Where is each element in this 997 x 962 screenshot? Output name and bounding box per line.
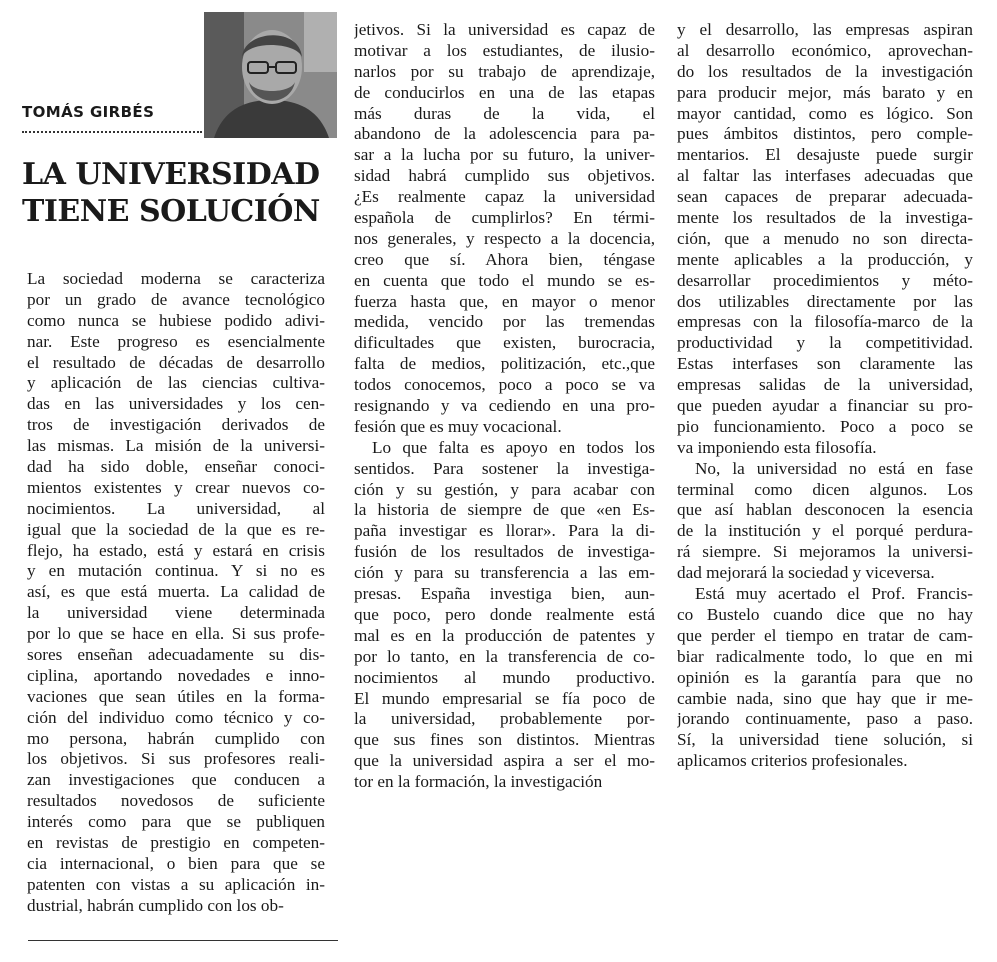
text-line: al desarrollo económico, aprovechan-: [677, 40, 973, 60]
text-line: paña investigar es llorar». Para la di-: [354, 521, 655, 541]
text-line: ción, que a menudo no son directa-: [677, 228, 973, 248]
text-line: por lo tanto, en la transferencia de co-: [354, 646, 655, 666]
text-line: dustrial, habrán cumplido con los ob-: [27, 895, 284, 915]
text-line: vaciones que sean útiles en la forma-: [27, 686, 325, 706]
text-line: do los resultados de la investigación: [677, 61, 973, 81]
headline-line: TIENE SOLUCIÓN: [22, 194, 320, 229]
text-line: abandono de la adolescencia para pa-: [354, 124, 655, 144]
text-line: fusión de los resultados de investiga-: [354, 542, 655, 562]
text-line: empresas salidas de la universidad,: [677, 375, 973, 395]
text-line: ción y su gestión, y para acabar con: [354, 479, 655, 499]
headline-line: LA UNIVERSIDAD: [22, 157, 320, 192]
text-line: mente los resultados de la investiga-: [677, 208, 973, 228]
text-line: en cuenta que todo el mundo se es-: [354, 270, 655, 290]
text-line: co Bustelo cuando dice que no hay: [677, 604, 973, 624]
text-line: jetivos. Si la universidad es capaz de: [354, 20, 655, 39]
text-line: resultados novedosos de suficiente: [27, 791, 325, 811]
text-line: sores enseñan adecuadamente su dis-: [27, 645, 325, 665]
text-line: productividad y la competitividad.: [677, 333, 973, 353]
text-line: fuerza hasta que, en mayor o menor: [354, 291, 655, 311]
text-line: cia internacional, o bien para que se: [27, 853, 325, 873]
text-line: mayor cantidad, como es lógico. Son: [677, 103, 973, 123]
text-line: Está muy acertado el Prof. Francis-: [695, 584, 973, 604]
text-line: ¿Es realmente capaz la universidad: [354, 187, 655, 207]
text-line: que poco, pero donde realmente está: [354, 604, 655, 624]
text-line: más duras de la vida, el: [354, 103, 655, 123]
text-line: va imponiendo esta filosofía.: [677, 437, 877, 457]
text-line: por lo que se hace en ella. Si sus profe-: [27, 624, 325, 644]
text-line: tros de investigación derivados de: [27, 415, 325, 435]
text-line: El mundo empresarial se fía poco de: [354, 688, 655, 708]
text-line: fesión que es muy vocacional.: [354, 416, 562, 436]
text-line: la historia de siempre de que «en Es-: [354, 500, 655, 520]
text-line: que perder el tiempo en tratar de cam-: [677, 625, 973, 645]
text-line: como nunca se hubiese podido adivi-: [27, 310, 325, 330]
text-line: aplicamos criterios profesionales.: [677, 751, 908, 771]
text-line: que la universidad aspira a ser el mo-: [354, 751, 655, 771]
text-line: así, es que está muerta. La calidad de: [27, 582, 325, 602]
text-line: todos conocemos, poco a poco se va: [354, 375, 655, 395]
article-column-1: [27, 269, 325, 917]
text-line: dad mejorará la sociedad y viceversa.: [677, 563, 935, 583]
text-line: la universidad, probablemente por-: [354, 709, 655, 729]
text-line: falta de medios, politización, etc.,que: [354, 354, 655, 374]
text-line: das en las universidades y los cen-: [27, 394, 325, 414]
text-line: narlos por su trabajo de aprendizaje,: [354, 61, 655, 81]
text-line: de la institución y el porqué perdura-: [677, 521, 973, 541]
text-line: y aplicación de las ciencias cultiva-: [27, 373, 325, 393]
text-line: sidad habrá cumplido sus objetivos.: [354, 166, 655, 186]
text-line: Lo que falta es apoyo en todos los: [372, 437, 655, 457]
text-line: sentidos. Para sostener la investiga-: [354, 458, 655, 478]
text-line: sar a la lucha por su futuro, la univer-: [354, 145, 655, 165]
text-line: zan investigaciones que conducen a: [27, 770, 325, 790]
text-line: en revistas de prestigio en competen-: [27, 833, 325, 853]
text-line: empresas con la filosofía-marco de la: [677, 312, 973, 332]
text-line: nocimientos al mundo productivo.: [354, 667, 655, 687]
text-line: y en mutación continua. Y si no es: [27, 561, 325, 581]
text-line: el resultado de décadas de desarrollo: [27, 352, 325, 372]
text-line: española de cumplirlos? En térmi-: [354, 208, 655, 228]
author-portrait-image: [204, 12, 337, 138]
text-line: nar. Este progreso es esencialmente: [27, 331, 325, 351]
text-line: Sí, la universidad tiene solución, si: [677, 730, 973, 750]
text-line: mientos existentes y crear nuevos co-: [27, 477, 325, 497]
text-line: motivar a los estudiantes, de ilusio-: [354, 40, 655, 60]
article-headline: [22, 156, 342, 230]
text-line: medida, vencido por las tremendas: [354, 312, 655, 332]
bottom-rule: [28, 940, 338, 941]
text-line: interés como para que se publiquen: [27, 812, 325, 832]
text-line: que sus fines son distintos. Mientras: [354, 730, 655, 750]
text-line: mo persona, habrán cumplido con: [27, 728, 325, 748]
text-line: patenten con vistas a su aplicación in-: [27, 874, 325, 894]
text-line: las mismas. La misión de la universi-: [27, 436, 325, 456]
text-line: igual que la sociedad de la que es re-: [27, 519, 325, 539]
text-line: nos generales, y respecto a la docencia,: [354, 228, 655, 248]
text-line: que pueden ayudar a financiar su pro-: [677, 396, 973, 416]
text-line: desarrollar procedimientos y méto-: [677, 270, 973, 290]
text-line: No, la universidad no está en fase: [695, 458, 973, 478]
text-line: dos utilizables directamente por las: [677, 291, 973, 311]
text-line: resignando y va cediendo en una pro-: [354, 396, 655, 416]
text-line: para producir mejor, más barato y en: [677, 82, 973, 102]
text-line: opinión es la garantía para que no: [677, 667, 973, 687]
text-line: dificultades que existen, burocracia,: [354, 333, 655, 353]
text-line: terminal como dicen algunos. Los: [677, 479, 973, 499]
text-line: y el desarrollo, las empresas aspiran: [677, 20, 973, 39]
text-line: ciplina, aportando novedades e inno-: [27, 665, 325, 685]
text-line: tor en la formación, la investigación: [354, 772, 603, 792]
text-line: La sociedad moderna se caracteriza: [27, 269, 325, 288]
text-line: Estas interfases son claramente las: [677, 354, 973, 374]
text-line: cambie nada, sino que hay que ir me-: [677, 688, 973, 708]
text-line: por un grado de avance tecnológico: [27, 289, 325, 309]
article-column-2: [354, 20, 655, 793]
text-line: los objetivos. Si sus profesores reali-: [27, 749, 325, 769]
text-line: nocimientos. La universidad, al: [27, 498, 325, 518]
text-line: mente aplicables a la producción, y: [677, 249, 973, 269]
text-line: flejo, ha estado, está y estará en crisis: [27, 540, 325, 560]
text-line: mal es en la producción de patentes y: [354, 625, 655, 645]
text-line: ción del individuo como técnico y co-: [27, 707, 325, 727]
text-line: pues ámbitos distintos, pero comple-: [677, 124, 973, 144]
text-line: dad ha sido doble, enseñar conoci-: [27, 457, 325, 477]
text-line: ción y para su transferencia a las em-: [354, 563, 655, 583]
text-line: al faltar las interfases adecuadas que: [677, 166, 973, 186]
text-line: biar radicalmente todo, lo que en mi: [677, 646, 973, 666]
text-line: jorando continuamente, paso a paso.: [677, 709, 973, 729]
author-byline: TOMÁS GIRBÉS: [22, 103, 155, 121]
author-photo: [204, 12, 337, 138]
text-line: creo que sí. Ahora bien, téngase: [354, 249, 655, 269]
byline-dotted-rule: [22, 131, 202, 133]
article-column-3: [677, 20, 973, 772]
text-line: de conducirlos en una de las etapas: [354, 82, 655, 102]
text-line: la universidad viene determinada: [27, 603, 325, 623]
text-line: que así hablan desconocen la esencia: [677, 500, 973, 520]
text-line: sean capaces de preparar adecuada-: [677, 187, 973, 207]
text-line: mentarios. El desajuste puede surgir: [677, 145, 973, 165]
text-line: rá siempre. Si mejoramos la universi-: [677, 542, 973, 562]
text-line: presas. España investiga bien, aun-: [354, 584, 655, 604]
text-line: pio funcionamiento. Poco a poco se: [677, 416, 973, 436]
